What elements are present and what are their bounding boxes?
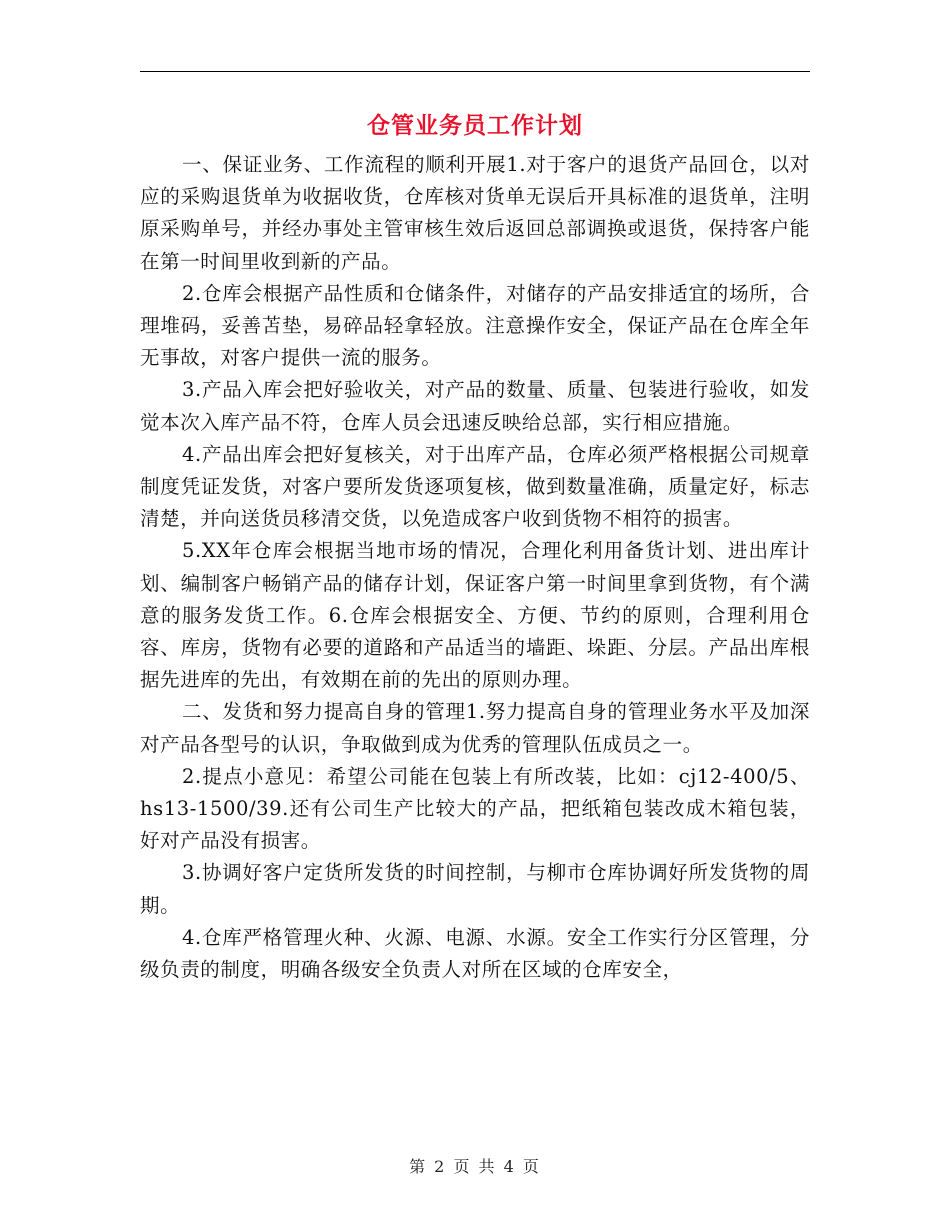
paragraph-7: 2.提点小意见：希望公司能在包装上有所改装，比如：cj12-400/5、hs13-1500/39.还有公司生产比较大的产品，把纸箱包装改成木箱包装，好对产品没有损害。: [140, 764, 810, 853]
paragraph-3: 3.产品入库会把好验收关，对产品的数量、质量、包装进行验收，如发觉本次入库产品不符，仓库人员会迅速反映给总部，实行相应措施。: [140, 378, 810, 434]
paragraph-1: 一、保证业务、工作流程的顺利开展1.对于客户的退货产品回仓，以对应的采购退货单为收据收货，仓库核对货单无误后开具标准的退货单，注明原采购单号，并经办事处主管审核生效后返回总部调换或退货，保持客户能在第一时间里收到新的产品。: [140, 153, 810, 273]
header-rule: [140, 71, 810, 72]
paragraph-2: 2.仓库会根据产品性质和仓储条件，对储存的产品安排适宜的场所，合理堆码，妥善苫垫，易碎品轻拿轻放。注意操作安全，保证产品在仓库全年无事故，对客户提供一流的服务。: [140, 281, 810, 370]
paragraph-6: 二、发货和努力提高自身的管理1.努力提高自身的管理业务水平及加深对产品各型号的认识，争取做到成为优秀的管理队伍成员之一。: [140, 700, 810, 756]
paragraph-5: 5.XX年仓库会根据当地市场的情况，合理化利用备货计划、进出库计划、编制客户畅销产品的储存计划，保证客户第一时间里拿到货物，有个满意的服务发货工作。6.仓库会根据安全、方便、节约的原则，合理利用仓容、库房，货物有必要的道路和产品适当的墙距、垛距、分层。产品出库根据先进库的先出，有效期在前的先出的原则办理。: [140, 539, 810, 692]
paragraph-9: 4.仓库严格管理火种、火源、电源、水源。安全工作实行分区管理，分级负责的制度，明确各级安全负责人对所在区域的仓库安全，: [140, 925, 810, 982]
document-title: 仓管业务员工作计划: [367, 112, 583, 139]
document-body: [140, 149, 810, 986]
paragraph-4: 4.产品出库会把好复核关，对于出库产品，仓库必须严格根据公司规章制度凭证发货，对客户要所发货逐项复核，做到数量准确，质量定好，标志清楚，并向送货员移清交货，以免造成客户收到货物不相符的损害。: [140, 442, 810, 531]
paragraph-8: 3.协调好客户定货所发货的时间控制，与柳市仓库协调好所发货物的周期。: [140, 861, 810, 917]
page-number-footer: 第 2 页 共 4 页: [409, 1157, 541, 1176]
